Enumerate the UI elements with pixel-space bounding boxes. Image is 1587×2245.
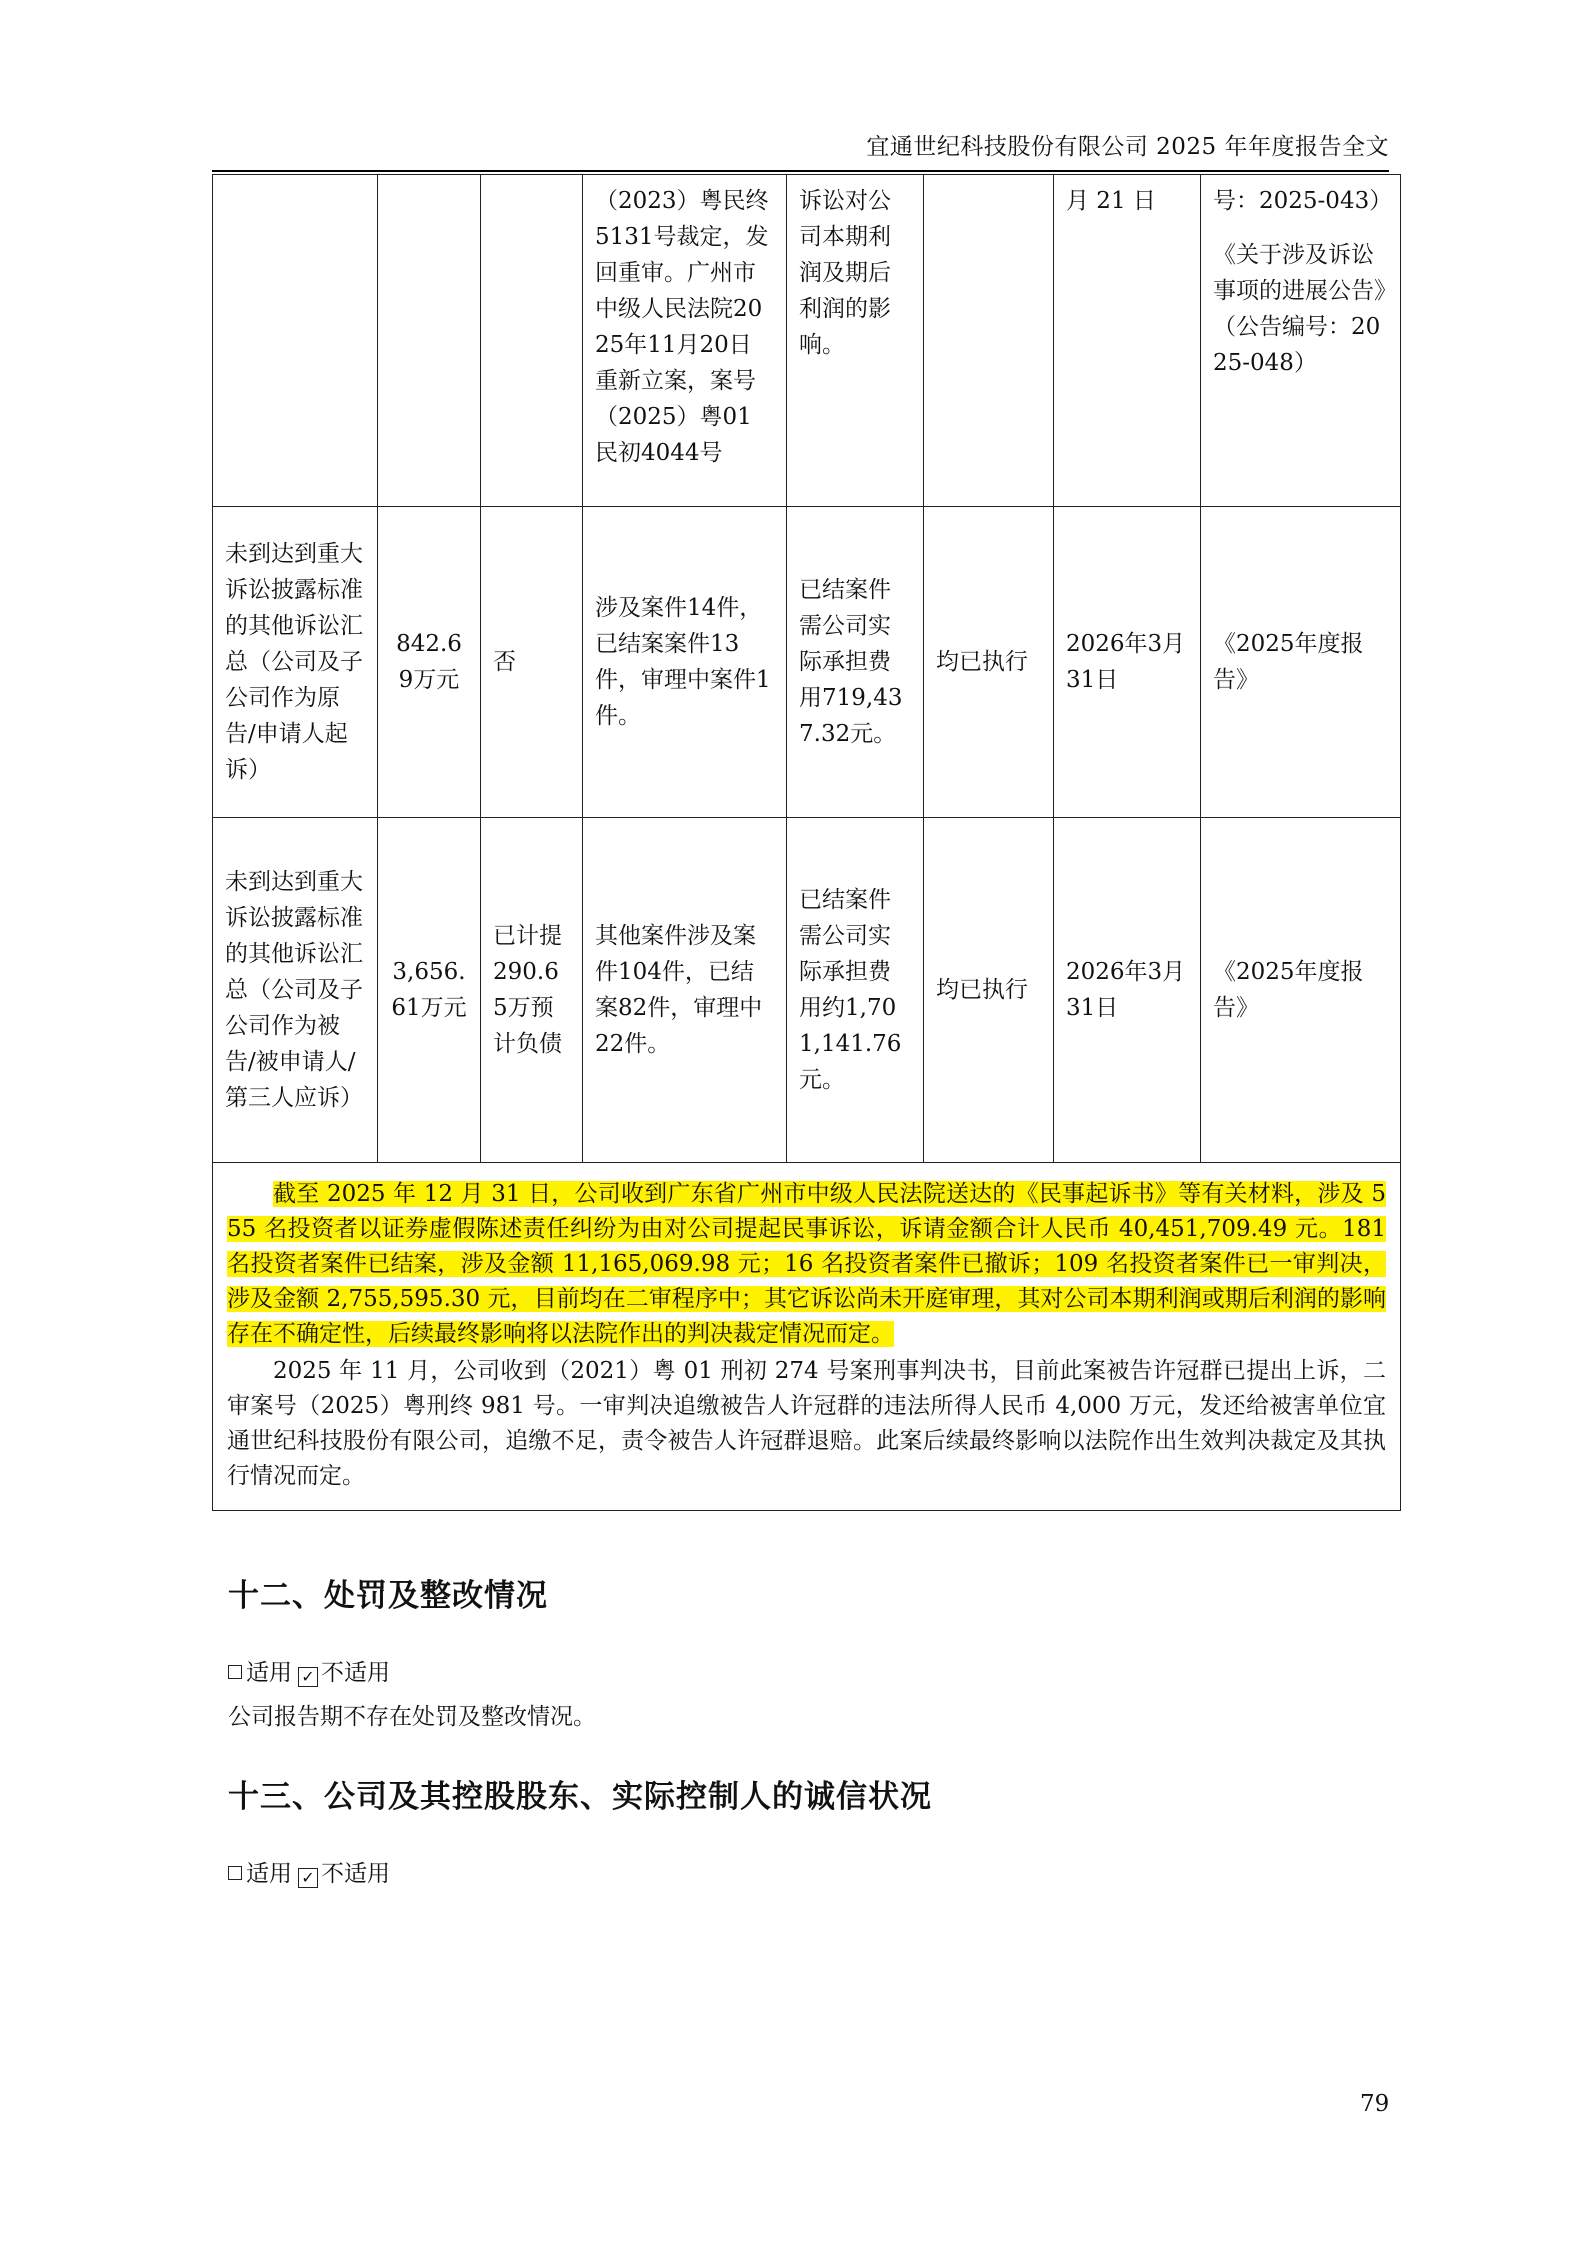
highlighted-text: 截至 2025 年 12 月 31 日，公司收到广东省广州市中级人民法院送达的《民事起诉书》等有关材料，涉及 555 名投资者以证券虚假陈述责任纠纷为由对公司提起民事诉讼，诉请金额合计人民币 40,451,709.49 元。181 名投资者案件已结案，涉及金额 11,165,069.98 元；16 名投资者案件已撤诉；109 名投资者案件已一审判决，涉及金额 2,755,595.30 元，目前均在二审程序中；其它诉讼尚未开庭审理，其对公司本期利润或期后利润的影响存在不确定性，后续最终影响将以法院作出的判决裁定情况而定。 bbox=[227, 1181, 1386, 1347]
page-number: 79 bbox=[1360, 2091, 1390, 2117]
header-rule bbox=[212, 170, 1389, 172]
option-applicable: 适用 bbox=[246, 1660, 292, 1686]
checked-box-icon: ✓ bbox=[298, 1868, 318, 1888]
cell-disclosure bbox=[1201, 175, 1401, 507]
cell-basic bbox=[213, 175, 378, 507]
section-title-integrity: 十三、公司及其控股股东、实际控制人的诚信状况 bbox=[228, 1779, 932, 1815]
cell-liability bbox=[481, 175, 583, 507]
cell-result: 已结案件需公司实际承担费用719,437.32元。 bbox=[787, 507, 924, 818]
cell-execution: 均已执行 bbox=[924, 507, 1054, 818]
cell-date: 2026年3月31日 bbox=[1054, 507, 1201, 818]
section-body-text: 公司报告期不存在处罚及整改情况。 bbox=[228, 1704, 596, 1730]
litigation-table bbox=[212, 174, 1401, 1511]
option-not-applicable: 不适用 bbox=[321, 1660, 390, 1686]
cell-amount: 842.69万元 bbox=[378, 507, 481, 818]
cell-progress: 涉及案件14件，已结案案件13件，审理中案件1件。 bbox=[583, 507, 787, 818]
applicability-options bbox=[228, 1855, 390, 1888]
table-row bbox=[213, 507, 1401, 818]
cell-amount bbox=[378, 175, 481, 507]
cell-execution: 均已执行 bbox=[924, 818, 1054, 1163]
cell-note bbox=[213, 1163, 1401, 1511]
disclosure-line-1: 号：2025-043） bbox=[1213, 188, 1393, 214]
cell-index: 《2025年度报告》 bbox=[1201, 507, 1401, 818]
option-applicable: 适用 bbox=[246, 1861, 292, 1887]
disclosure-line-2: 《关于涉及诉讼事项的进展公告》（公告编号：2025-048） bbox=[1213, 242, 1386, 376]
report-header-title: 宜通世纪科技股份有限公司 2025 年年度报告全文 bbox=[866, 134, 1389, 160]
unchecked-box-icon bbox=[228, 1665, 242, 1679]
cell-date: 2026年3月31日 bbox=[1054, 818, 1201, 1163]
cell-liability: 否 bbox=[481, 507, 583, 818]
section-title-penalties: 十二、处罚及整改情况 bbox=[228, 1578, 548, 1614]
cell-liability: 已计提290.65万预计负债 bbox=[481, 818, 583, 1163]
cell-progress: （2023）粤民终5131号裁定，发回重审。广州市中级人民法院2025年11月20日重新立案，案号（2025）粤01民初4044号 bbox=[583, 175, 787, 507]
cell-basic: 未到达到重大诉讼披露标准的其他诉讼汇总（公司及子公司作为被告/被申请人/第三人应诉） bbox=[213, 818, 378, 1163]
option-not-applicable: 不适用 bbox=[321, 1861, 390, 1887]
cell-basic: 未到达到重大诉讼披露标准的其他诉讼汇总（公司及子公司作为原告/申请人起诉） bbox=[213, 507, 378, 818]
checked-box-icon: ✓ bbox=[298, 1667, 318, 1687]
note-paragraph: 2025 年 11 月，公司收到（2021）粤 01 刑初 274 号案刑事判决书，目前此案被告许冠群已提出上诉，二审案号（2025）粤刑终 981 号。一审判决追缴被告人许冠群的违法所得人民币 4,000 万元，发还给被害单位宜通世纪科技股份有限公司，追缴不足，责令被告人许冠群退赔。此案后续最终影响以法院作出生效判决裁定及其执行情况而定。 bbox=[227, 1358, 1386, 1489]
table-note-row bbox=[213, 1163, 1401, 1511]
cell-result: 已结案件需公司实际承担费用约1,701,141.76元。 bbox=[787, 818, 924, 1163]
cell-index: 《2025年度报告》 bbox=[1201, 818, 1401, 1163]
cell-progress: 其他案件涉及案件104件，已结案82件，审理中22件。 bbox=[583, 818, 787, 1163]
unchecked-box-icon bbox=[228, 1866, 242, 1880]
cell-impact: 诉讼对公司本期利润及期后利润的影响。 bbox=[787, 175, 924, 507]
cell-date: 月 21 日 bbox=[1054, 175, 1201, 507]
cell-amount: 3,656.61万元 bbox=[378, 818, 481, 1163]
note-highlighted-paragraph bbox=[227, 1177, 1386, 1352]
applicability-options bbox=[228, 1654, 390, 1687]
table-row bbox=[213, 818, 1401, 1163]
table-row bbox=[213, 175, 1401, 507]
cell-execution bbox=[924, 175, 1054, 507]
